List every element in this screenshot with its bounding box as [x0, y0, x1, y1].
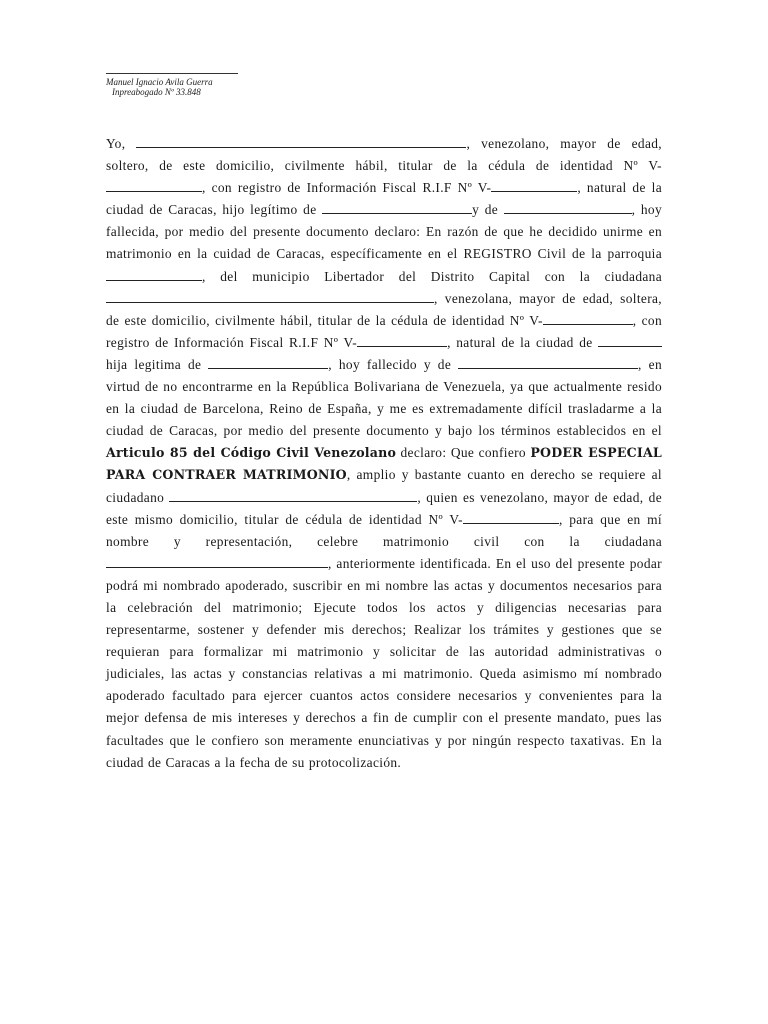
blank-line	[106, 179, 202, 192]
blank-line	[136, 135, 466, 148]
text-segment: , amplio y bastante cuanto en derecho se requiere al ciudadano	[106, 467, 662, 505]
blank-line	[463, 511, 559, 524]
main-paragraph	[106, 133, 662, 774]
text-segment: , del municipio Libertador del Distrito Capital con la ciudadana	[202, 268, 662, 284]
blank-line	[208, 356, 328, 369]
blank-line	[504, 201, 632, 214]
text-segment: y de	[472, 202, 504, 218]
text-segment: , quien es venezolano, mayor de edad, de este mismo domicilio, titular de cédula de identidad Nº V-	[106, 489, 662, 527]
blank-line	[322, 201, 472, 214]
power-of-attorney-title: PODER ESPECIAL PARA CONTRAER MATRIMONIO	[106, 445, 662, 483]
attorney-signature-block	[106, 73, 238, 97]
document-body	[106, 133, 662, 774]
blank-line	[458, 356, 638, 369]
attorney-registration: Inpreabogado Nº 33.848	[112, 87, 201, 97]
text-segment: , para que en mí nombre y representación, celebre matrimonio civil con la ciudadana	[106, 511, 662, 549]
blank-line	[357, 334, 447, 347]
text-segment: , hoy fallecida, por medio del presente documento declaro: En razón de que he decidido unirme en matrimonio en la cuidad de Caracas, específicamente en el REGISTRO Civil de la parroquia	[106, 202, 663, 262]
blank-line	[598, 334, 662, 347]
text-segment: declaro: Que confiero	[396, 445, 531, 461]
text-segment: , con registro de Información Fiscal R.I.F Nº V-	[202, 180, 492, 196]
text-segment: , en virtud de no encontrarme en la República Bolivariana de Venezuela, ya que actualmente resido en la ciudad de Barcelona, Reino de España, y me es extremadamente difícil trasladarme a la ciudad de Caracas, por medio del presente documento y bajo los términos establecidos en el	[106, 356, 662, 439]
blank-line	[106, 290, 434, 303]
blank-line	[106, 268, 202, 281]
text-segment: Yo,	[106, 136, 137, 151]
text-segment: hija legitima de	[106, 356, 209, 372]
text-segment: , hoy fallecido y de	[328, 356, 459, 372]
blank-line	[543, 312, 633, 325]
legal-article-reference: Articulo 85 del Código Civil Venezolano	[106, 445, 397, 461]
text-segment: , venezolano, mayor de edad, soltero, de este domicilio, civilmente hábil, titular de la cédula de identidad Nº V-	[106, 136, 662, 174]
signature-line	[106, 73, 238, 74]
blank-line	[491, 179, 577, 192]
attorney-name: Manuel Ignacio Avila Guerra	[106, 77, 213, 87]
text-segment: , natural de la ciudad de Caracas, hijo legítimo de	[106, 180, 662, 218]
text-segment: , venezolana, mayor de edad, soltera, de este domicilio, civilmente hábil, titular de la cédula de identidad Nº V-	[106, 290, 662, 328]
text-segment: , anteriormente identificada. En el uso del presente podar podrá mi nombrado apoderado, suscribir en mi nombre las actas y documentos necesarios para la celebración del matrimonio; Ejecute todos los actos y diligencias necesarias para representarme, sostener y defender mis derechos; Realizar los trámites y gestiones que se requieran para formalizar mi matrimonio y solicitar de las autoridad administrativas o judiciales, las actas y constancias relativas a mi matrimonio. Queda asimismo mí nombrado apoderado facultado para ejercer cuantos actos considere necesarios y convenientes para la mejor defensa de mis intereses y derechos a fin de cumplir con el presente mandato, pues las facultades que le confiero son meramente enunciativas y por ningún respecto taxativas. En la ciudad de Caracas a la fecha de su protocolización.	[106, 555, 662, 770]
text-segment: , natural de la ciudad de	[447, 334, 598, 350]
blank-line	[106, 555, 328, 568]
text-segment: , con registro de Información Fiscal R.I.F Nº V-	[106, 312, 662, 350]
blank-line	[169, 489, 417, 502]
